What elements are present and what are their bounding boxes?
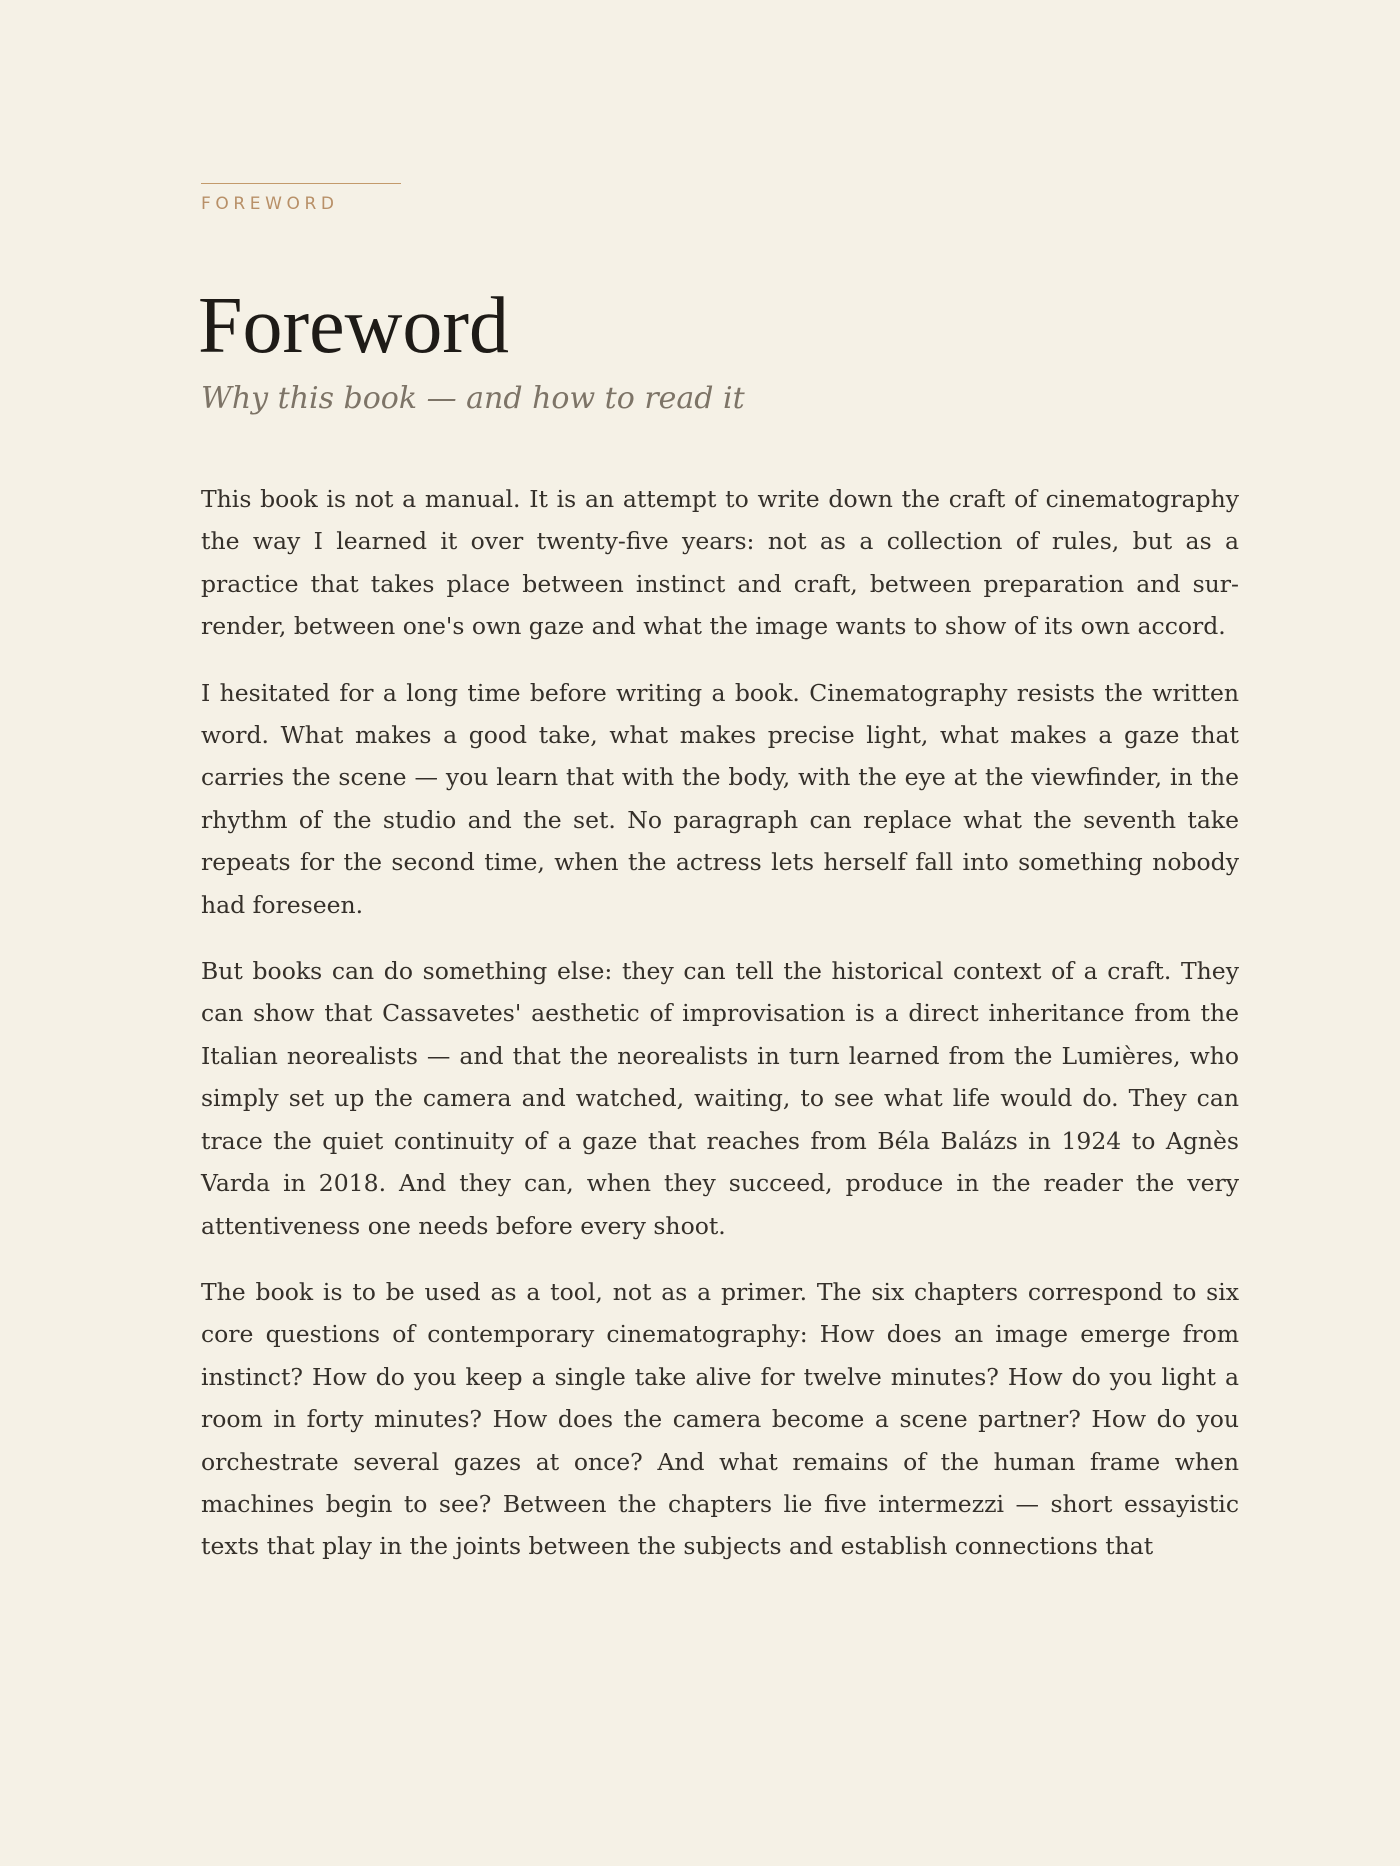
paragraph-2: I hesitated for a long time before writing a book. Cinematography resists the written word. What makes a good take, what makes precise light, what makes a gaze that carries the scene — you learn that with the body, with the eye at the viewfinder, in the rhythm of the studio and the set. No paragraph can replace what the seventh take repeats for the second time, when the actress lets herself fall into something nobody had foreseen.	[201, 678, 1239, 919]
paragraph-1: This book is not a manual. It is an attempt to write down the craft of cinematography the way I learned it over twenty-five years: not as a collection of rules, but as a practice that takes place between instinct and craft, between preparation and surrender, between one's own gaze and what the image wants to show of its own accord.	[201, 485, 1239, 641]
page-title: Foreword	[198, 282, 510, 370]
section-label: FOREWORD	[201, 194, 339, 214]
paragraph-3: But books can do something else: they can tell the historical context of a craft. They can show that Cassavetes' aesthetic of improvisation is a direct inheritance from the Italian neorealists — and that the neorealists in turn learned from the Lumières, who simply set up the camera and watched, waiting, to see what life would do. They can trace the quiet continuity of a gaze that reaches from Béla Balázs in 1924 to Agnès Varda in 2018. And they can, when they succeed, produce in the reader the very attentiveness one needs before every shoot.	[201, 957, 1239, 1240]
section-rule	[201, 183, 401, 184]
page-subtitle: Why this book — and how to read it	[201, 381, 745, 416]
paragraph-4: The book is to be used as a tool, not as a primer. The six chapters correspond to six core questions of contemporary cinematography: How does an image emerge from instinct? How do you keep a single take alive for twelve minutes? How do you light a room in forty minutes? How does the camera become a scene partner? How do you orchestrate several gazes at once? And what remains of the human frame when machines begin to see? Between the chapters lie five intermezzi — short essayistic texts that play in the joints between the subjects and establish connections that	[201, 1277, 1239, 1561]
body-text	[201, 478, 1239, 1592]
